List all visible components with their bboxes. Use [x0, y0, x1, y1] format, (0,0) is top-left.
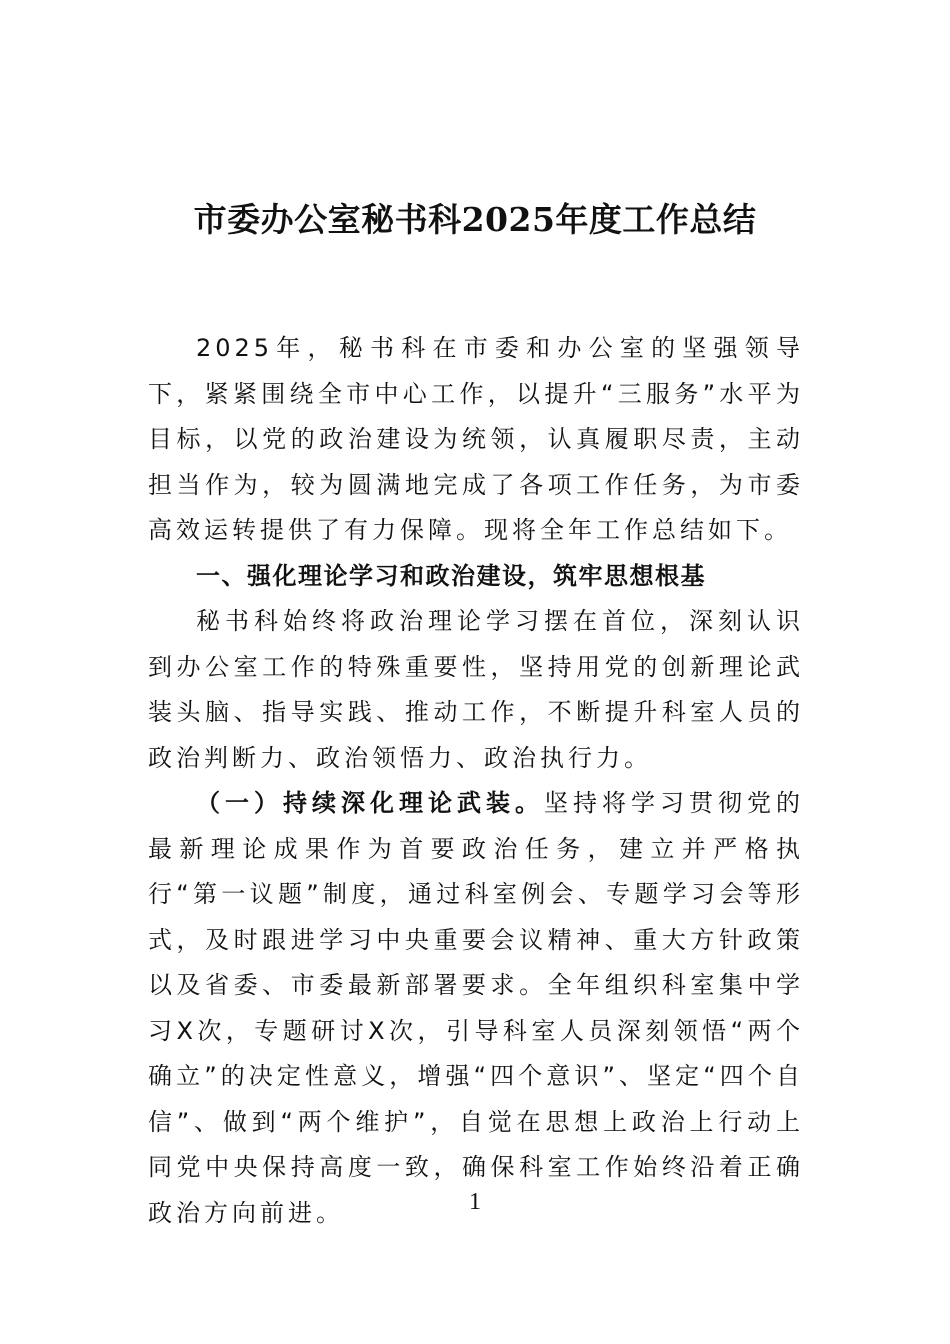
page-number: 1: [469, 1189, 481, 1215]
intro-paragraph: 2025年，秘书科在市委和办公室的坚强领导下，紧紧围绕全市中心工作，以提升“三服务”水平为目标，以党的政治建设为统领，认真履职尽责，主动担当作为，较为圆满地完成了各项工作任务，为市委高效运转提供了有力保障。现将全年工作总结如下。: [148, 334, 804, 544]
subsection-1-lead: （一）持续深化理论武装。: [196, 789, 544, 817]
document-title: 市委办公室秘书科2025年度工作总结: [193, 200, 757, 239]
document-body: [148, 326, 804, 1236]
subsection-1-body: 坚持将学习贯彻党的最新理论成果作为首要政治任务，建立并严格执行“第一议题”制度，通过科室例会、专题学习会等形式，及时跟进学习中央重要会议精神、重大方针政策以及省委、市委最新部署要求。全年组织科室集中学习X次，专题研讨X次，引导科室人员深刻领悟“两个确立”的决定性意义，增强“四个意识”、坚定“四个自信”、做到“两个维护”，自觉在思想上政治上行动上同党中央保持高度一致，确保科室工作始终沿着正确政治方向前进。: [148, 789, 804, 1227]
subsection-1-paragraph: [148, 781, 804, 1236]
section-1-heading: 一、强化理论学习和政治建设，筑牢思想根基: [196, 561, 706, 590]
section-1-paragraph: 秘书科始终将政治理论学习摆在首位，深刻认识到办公室工作的特殊重要性，坚持用党的创新理论武装头脑、指导实践、推动工作，不断提升科室人员的政治判断力、政治领悟力、政治执行力。: [148, 607, 804, 772]
